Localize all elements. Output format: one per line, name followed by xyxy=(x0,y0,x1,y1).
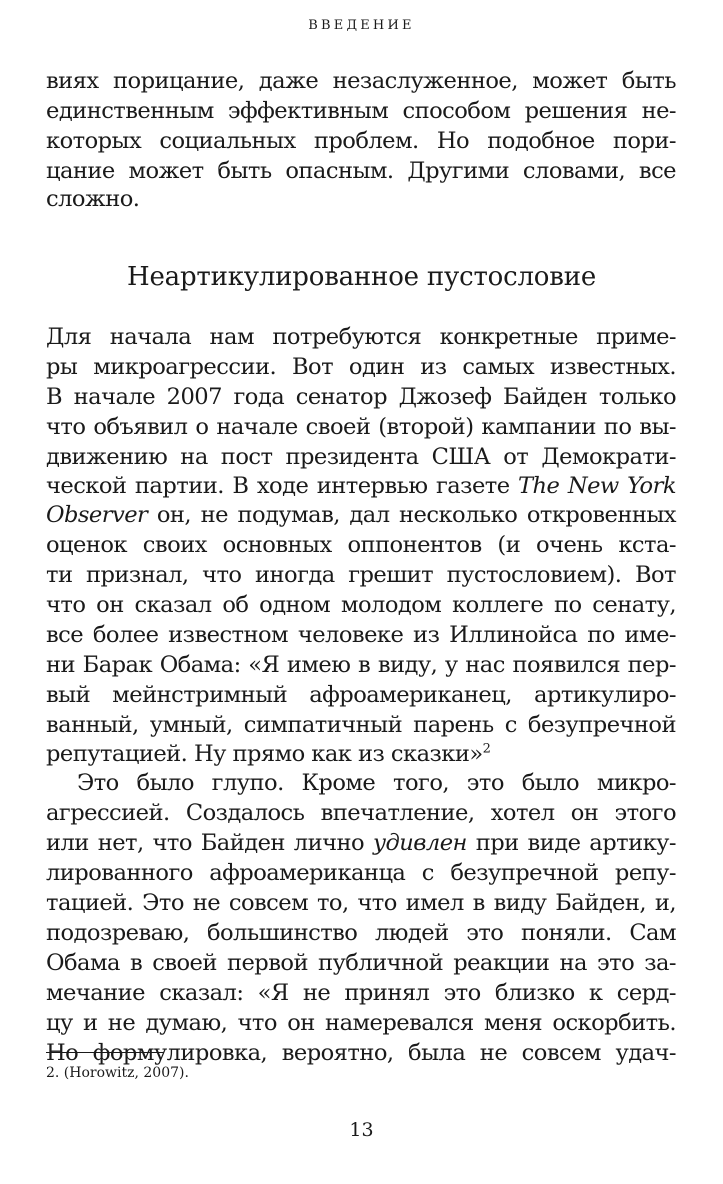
text-line: подозреваю, большинство людей это поняли. Сам xyxy=(46,920,676,946)
text-line: Но формулировка, вероятно, была не совсем удач- xyxy=(46,1040,676,1066)
emphasis: удивлен xyxy=(372,830,467,856)
text-line: тацией. Это не совсем то, что имел в виду Байден, и, xyxy=(46,890,676,916)
text-line: что объявил о начале своей (второй) кампании по вы- xyxy=(46,414,676,440)
text-line: агрессией. Создалось впечатление, хотел он этого xyxy=(46,800,676,826)
text-line xyxy=(46,500,676,530)
text-line: виях порицание, даже незаслуженное, может быть xyxy=(46,68,676,94)
text-line: цание может быть опасным. Другими словами, все xyxy=(46,158,676,184)
text-line: сложно. xyxy=(46,186,140,212)
text-line: что он сказал об одном молодом коллеге по сенату, xyxy=(46,592,676,618)
text-line: ры микроагрессии. Вот один из самых известных. xyxy=(46,354,676,380)
text-line: Для начала нам потребуются конкретные приме- xyxy=(46,324,676,350)
newspaper-title: Observer xyxy=(46,502,148,528)
text-line xyxy=(46,739,676,769)
text-line: мечание сказал: «Я не принял это близко к серд- xyxy=(46,980,676,1006)
text-line: лированного афроамериканца с безупречной репу- xyxy=(46,860,676,886)
text-line: все более известном человеке из Иллинойса по име- xyxy=(46,622,676,648)
footnote-ref: 2 xyxy=(482,741,491,757)
text-line xyxy=(46,471,676,501)
text-line: оценок своих основных оппонентов (и очень кста- xyxy=(46,532,676,558)
newspaper-title: The New York xyxy=(518,473,676,499)
footnote-divider xyxy=(46,1052,164,1053)
text-line: Обама в своей первой публичной реакции на это за- xyxy=(46,950,676,976)
text-line: Это было глупо. Кроме того, это было микро- xyxy=(77,770,676,796)
text-span: он, не подумав, дал несколько откровенных xyxy=(147,502,676,528)
text-line: ни Барак Обама: «Я имею в виду, у нас появился пер- xyxy=(46,652,676,678)
text-line: единственным эффективным способом решения не- xyxy=(46,98,676,124)
text-line: В начале 2007 года сенатор Джозеф Байден только xyxy=(46,384,676,410)
text-line: ти признал, что иногда грешит пустословием). Вот xyxy=(46,562,676,588)
page-number: 13 xyxy=(349,1119,374,1141)
section-heading: Неартикулированное пустословие xyxy=(126,262,597,292)
text-line: цу и не думаю, что он намеревался меня оскорбить. xyxy=(46,1010,676,1036)
text-line: движению на пост президента США от Демократи- xyxy=(46,444,676,470)
text-line: которых социальных проблем. Но подобное пори- xyxy=(46,128,676,154)
text-span: или нет, что Байден лично xyxy=(46,830,373,856)
footnote: 2. (Horowitz, 2007). xyxy=(46,1065,189,1081)
text-line: ванный, умный, симпатичный парень с безупречной xyxy=(46,712,676,738)
text-line: вый мейнстримный афроамериканец, артикулиро- xyxy=(46,682,676,708)
text-span: репутацией. Ну прямо как из сказки» xyxy=(46,741,483,767)
text-line xyxy=(46,828,676,858)
text-span: ческой партии. В ходе интервью газете xyxy=(46,473,519,499)
running-head: ВВЕДЕНИЕ xyxy=(308,18,415,33)
text-span: при виде артику- xyxy=(466,830,676,856)
